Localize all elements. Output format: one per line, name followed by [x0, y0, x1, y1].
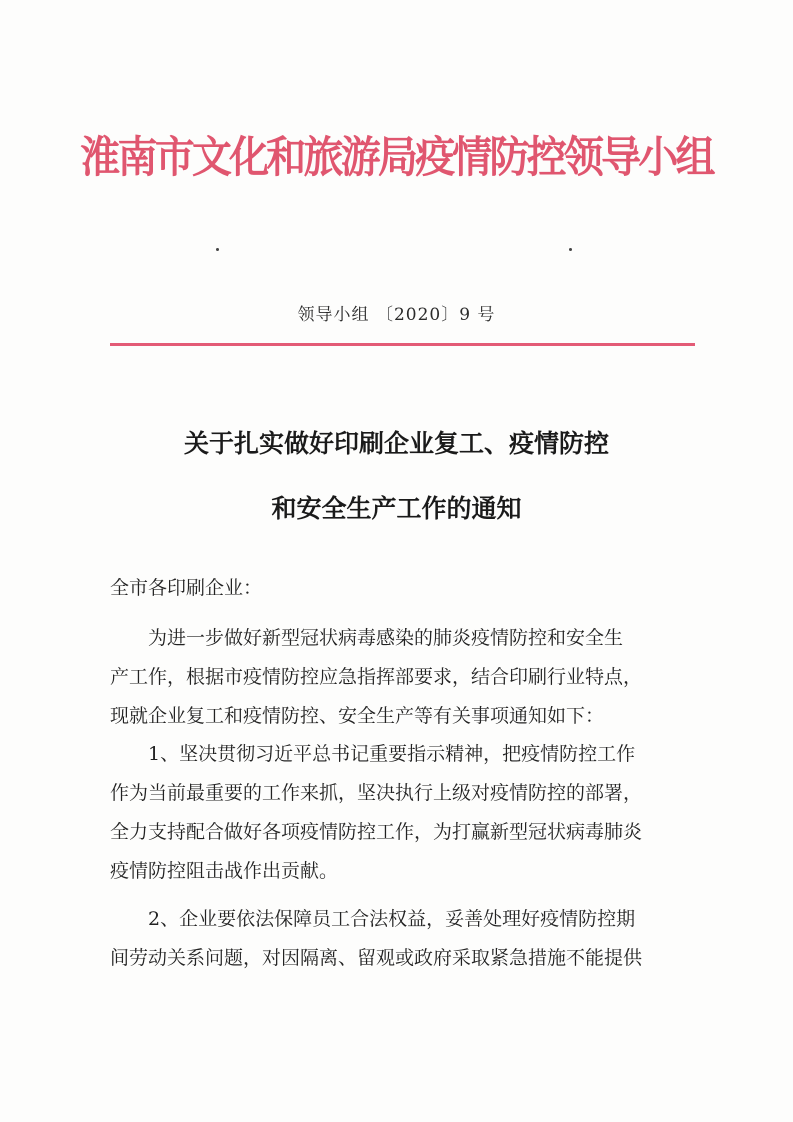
- paragraph-line: 全力支持配合做好各项疫情防控工作，为打赢新型冠状病毒肺炎: [110, 821, 643, 843]
- paragraph-line: 疫情防控阻击战作出贡献。: [110, 860, 339, 882]
- paragraph-item-2: [110, 901, 700, 979]
- paragraph-line: 2、企业要依法保障员工合法权益，妥善处理好疫情防控期: [148, 908, 636, 930]
- mark-dot-right: [569, 248, 572, 251]
- paragraph-line: 作为当前最重要的工作来抓，坚决执行上级对疫情防控的部署，: [110, 782, 643, 804]
- salutation: 全市各印刷企业：: [110, 577, 263, 599]
- paragraph-line: 产工作，根据市疫情防控应急指挥部要求，结合印刷行业特点，: [110, 666, 643, 688]
- document-number: 领导小组 〔2020〕9 号: [297, 305, 496, 325]
- paragraph-intro: [110, 620, 700, 737]
- paragraph-line: 1、坚决贯彻习近平总书记重要指示精神，把疫情防控工作: [148, 743, 636, 765]
- paragraph-line: 现就企业复工和疫情防控、安全生产等有关事项通知如下：: [110, 705, 605, 727]
- notice-title-line-1: 关于扎实做好印刷企业复工、疫情防控: [183, 429, 609, 458]
- issuing-organization-title: 淮南市文化和旅游局疫情防控领导小组: [80, 133, 713, 183]
- paragraph-item-1: [110, 736, 700, 892]
- paragraph-line: 间劳动关系问题，对因隔离、留观或政府采取紧急措施不能提供: [110, 947, 643, 969]
- notice-title-line-2: 和安全生产工作的通知: [271, 494, 522, 523]
- paragraph-line: 为进一步做好新型冠状病毒感染的肺炎疫情防控和安全生: [148, 627, 624, 649]
- mark-dot-left: [216, 248, 219, 251]
- red-separator-line: [110, 343, 695, 346]
